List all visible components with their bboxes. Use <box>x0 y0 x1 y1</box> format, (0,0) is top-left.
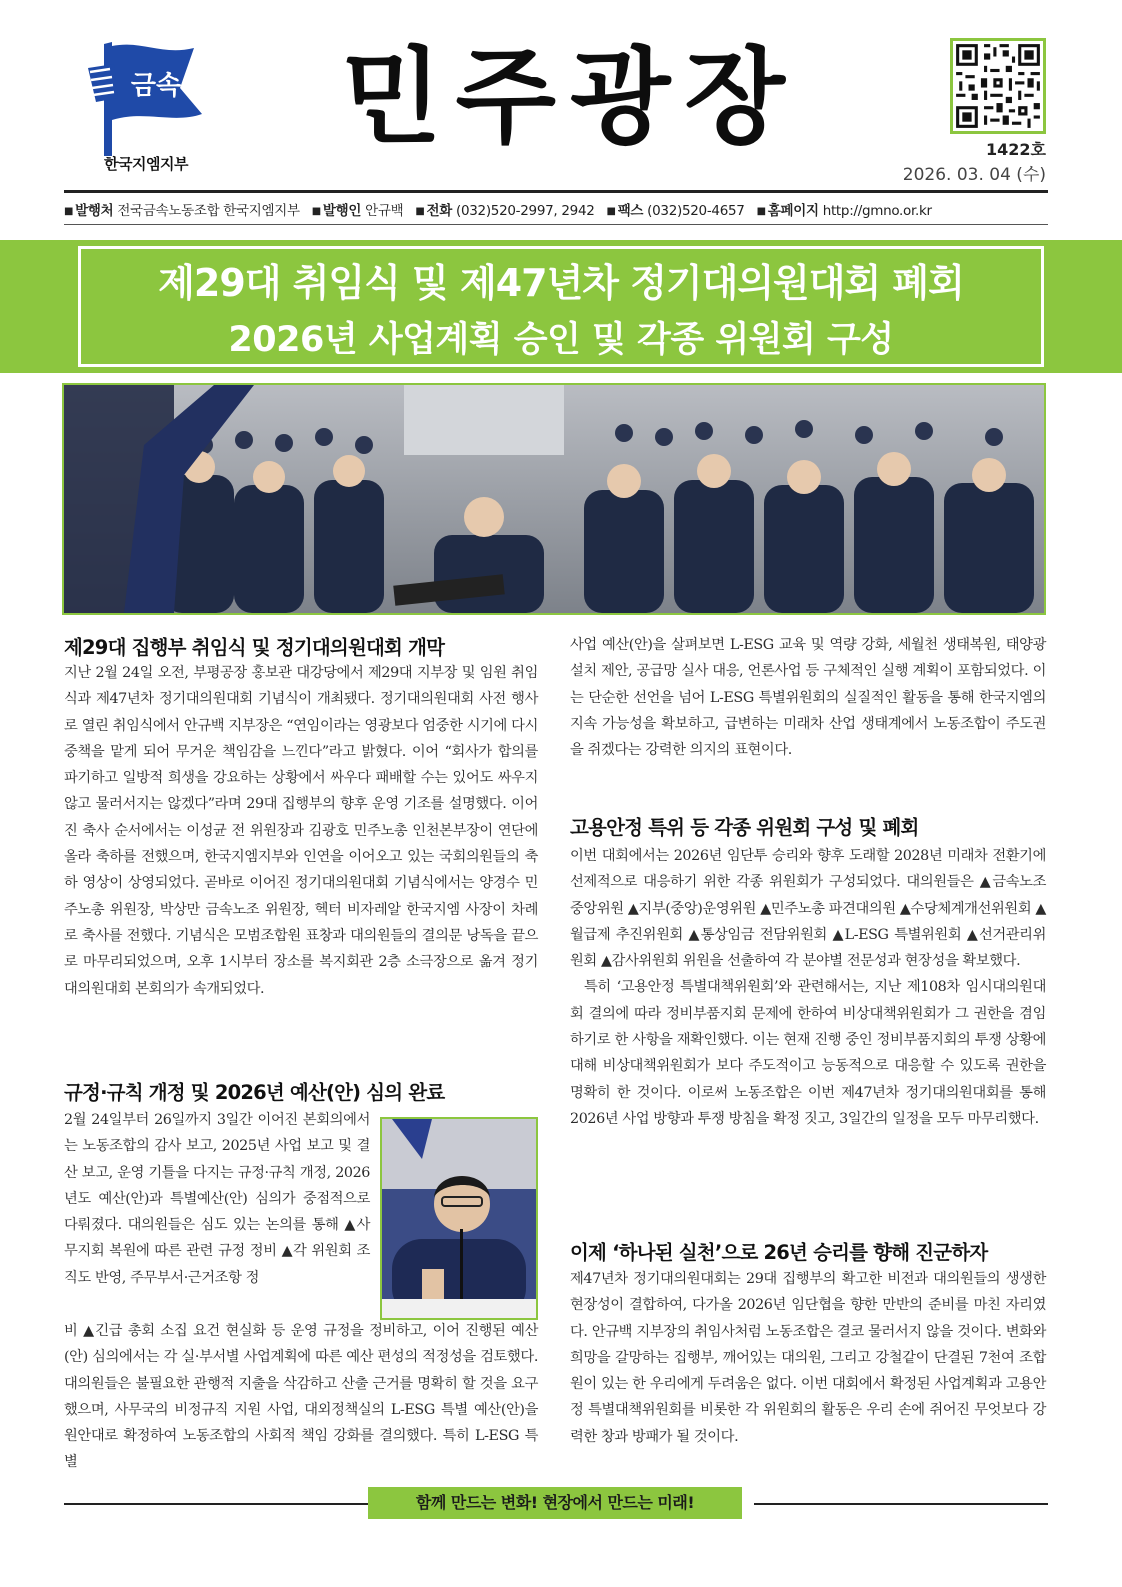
section-2-paragraph-a: 2월 24일부터 26일까지 3일간 이어진 본회의에서는 노동조합의 감사 보고, 2025년 사업 보고 및 결산 보고, 운영 기틀을 다지는 규정·규칙 개정, 2026년도 예산(안)과 특별예산(안) 심의가 중점적으로 다뤄졌다. 대의원들은 심도 있는 논의를 통해 ▲사무지회 복원에 따른 관련 규정 정비 ▲각 위원회 조직도 반영, 주무부서·근거조항 정 <box>64 1112 370 1286</box>
bullet-square-icon: ■ <box>606 206 616 217</box>
homepage-link[interactable]: http://gmno.or.kr <box>822 203 932 219</box>
headline-sub: 2026년 사업계획 승인 및 각종 위원회 구성 <box>228 320 894 360</box>
bullet-square-icon: ■ <box>64 206 74 217</box>
section-heading-1: 제29대 집행부 취임식 및 정기대의원대회 개막 <box>64 636 445 659</box>
bullet-square-icon: ■ <box>311 206 321 217</box>
footer-rule-right <box>754 1503 1048 1505</box>
section-3-body <box>570 843 1046 1132</box>
issue-date: 2026. 03. 04 (수) <box>902 165 1046 185</box>
section-2-paragraph-b: 비 ▲긴급 총회 소집 요건 현실화 등 운영 규정을 정비하고, 이어 진행된 예산(안) 심의에서는 각 실·부서별 사업계획에 따른 예산 편성의 적정성을 검토했다. 대의원들은 불필요한 관행적 지출을 삭감하고 산출 근거를 명확히 할 것을 요구했으며, 사무국의 비정규직 지원 사업, 대외정책실의 L-ESG 특별 예산(안)을 원안대로 확정하여 노동조합의 사회적 책임 강화를 결의했다. 특히 L-ESG 특별 <box>64 1323 538 1471</box>
section-2-body-wide <box>64 1318 538 1476</box>
bullet-square-icon: ■ <box>756 206 766 217</box>
logo-text: 금속 <box>130 71 182 101</box>
bullet-square-icon: ■ <box>415 206 425 217</box>
section-4-body <box>570 1266 1046 1450</box>
headline-main: 제29대 취임식 및 제47년차 정기대의원대회 폐회 <box>158 261 964 305</box>
publisher-value: 전국금속노동조합 한국지엠지부 <box>117 203 300 219</box>
section-2-continued <box>570 632 1046 763</box>
section-1-body <box>64 660 538 1002</box>
section-heading-4: 이제 ‘하나된 실천’으로 26년 승리를 향해 진군하자 <box>570 1241 988 1264</box>
section-2-body-narrow <box>64 1107 370 1291</box>
publisher-label: 발행처 <box>75 203 114 219</box>
issue-number: 1422호 <box>986 140 1046 159</box>
fax-value: (032)520-4657 <box>647 203 745 219</box>
masthead-rule <box>64 190 1048 193</box>
section-heading-2: 규정·규칙 개정 및 2026년 예산(안) 심의 완료 <box>64 1081 445 1104</box>
section-3-paragraph-2: 특히 ‘고용안정 특별대책위원회’와 관련해서는, 지난 제108차 임시대의원대회 결의에 따라 정비부품지회 문제에 한하여 비상대책위원회가 그 권한을 겸임하기로 한 사항을 재확인했다. 이는 현재 진행 중인 정비부품지회의 투쟁 상황에 대해 비상대책위원회가 보다 주도적이고 능동적으로 대응할 수 있도록 권한을 명확히 한 것이다. 이로써 노동조합은 이번 제47년차 정기대의원대회를 통해 2026년 사업 방향과 투쟁 방침을 확정 짓고, 3일간의 일정을 모두 마무리했다. <box>570 979 1046 1127</box>
footer-rule-left <box>64 1503 368 1505</box>
phone-value: (032)520-2997, 2942 <box>456 203 595 219</box>
phone-label: 전화 <box>426 203 452 219</box>
issuer-label: 발행인 <box>322 203 362 219</box>
fax-label: 팩스 <box>617 203 644 219</box>
issuer-value: 안규백 <box>365 203 404 219</box>
section-3-paragraph-1: 이번 대회에서는 2026년 임단투 승리와 향후 도래할 2028년 미래차 전환기에 선제적으로 대응하기 위한 각종 위원회가 구성되었다. 대의원들은 ▲금속노조 중앙위원 ▲지부(중앙)운영위원 ▲민주노총 파견대의원 ▲수당체계개선위원회 ▲월급제 추진위원회 ▲통상임금 전담위원회 ▲L-ESG 특별위원회 ▲선거관리위원회 ▲감사위원회 위원을 선출하여 각 분야별 전문성과 현장성을 확보했다. <box>570 848 1046 970</box>
assembly-photo-illustration <box>64 385 1044 613</box>
speaker-photo-illustration <box>382 1119 536 1318</box>
newspaper-title: 민주광장 <box>341 36 799 158</box>
qr-code-icon[interactable] <box>950 38 1046 134</box>
publisher-info-bar <box>64 199 1048 219</box>
section-heading-3: 고용안정 특위 등 각종 위원회 구성 및 폐회 <box>570 816 919 839</box>
section-2-paragraph-c: 사업 예산(안)을 살펴보면 L-ESG 교육 및 역량 강화, 세월천 생태복원, 태양광 설치 제안, 공급망 실사 대응, 언론사업 등 구체적인 실행 계획이 포함되었다. 이는 단순한 선언을 넘어 L-ESG 특별위원회의 실질적인 활동을 통해 한국지엠의 지속 가능성을 확보하고, 급변하는 미래차 산업 생태계에서 노동조합이 주도권을 쥐겠다는 강력한 의지의 표현이다. <box>570 637 1046 759</box>
logo-caption: 한국지엠지부 <box>104 155 188 173</box>
speaker-inset-photo <box>380 1117 538 1320</box>
main-photo <box>62 383 1046 615</box>
section-1-paragraph: 지난 2월 24일 오전, 부평공장 홍보관 대강당에서 제29대 지부장 및 임원 취임식과 제47년차 정기대의원대회 기념식이 개최됐다. 정기대의원대회 사전 행사로 열린 취임식에서 안규백 지부장은 “연임이라는 영광보다 엄중한 시기에 다시 중책을 맡게 되어 무거운 책임감을 느낀다”라고 밝혔다. 이어 “회사가 합의를 파기하고 일방적 희생을 강요하는 상황에서 싸우다 패배할 수는 있어도 싸우지 않고 물러서지는 않겠다”라며 29대 집행부의 향후 운영 기조를 설명했다. 이어진 축사 순서에서는 이성균 전 위원장과 김광호 민주노총 인천본부장이 연단에 올라 축하를 전했으며, 한국지엠지부와 인연을 이어오고 있는 국회의원들의 축하 영상이 상영되었다. 곧바로 이어진 정기대의원대회 기념식에서는 양경수 민주노총 위원장, 박상만 금속노조 위원장, 헥터 비자레알 한국지엠 사장이 차례로 축사를 전했다. 기념식은 모범조합원 표창과 대의원들의 결의문 낭독을 끝으로 마무리되었으며, 오후 1시부터 장소를 복지회관 2층 소극장으로 옮겨 정기대의원대회 본회의가 속개되었다. <box>64 665 538 997</box>
footer-slogan: 함께 만드는 변화! 현장에서 만드는 미래! <box>368 1487 742 1519</box>
info-rule <box>64 224 1048 225</box>
section-4-paragraph: 제47년차 정기대의원대회는 29대 집행부의 확고한 비전과 대의원들의 생생한 현장성이 결합하여, 다가올 2026년 임단협을 향한 만반의 준비를 마친 자리였다. 안규백 지부장의 취임사처럼 노동조합은 결코 물러서지 않을 것이다. 변화와 희망을 갈망하는 집행부, 깨어있는 대의원, 그리고 강철같이 단결된 7천여 조합원이 있는 한 우리에게 두려움은 없다. 이번 대회에서 확정된 사업계획과 고용안정 특별대책위원회를 비롯한 각 위원회의 활동은 우리 손에 쥐어진 무엇보다 강력한 창과 방패가 될 것이다. <box>570 1271 1046 1445</box>
union-fist-flag-icon <box>82 38 212 163</box>
homepage-label: 홈페이지 <box>767 203 819 219</box>
